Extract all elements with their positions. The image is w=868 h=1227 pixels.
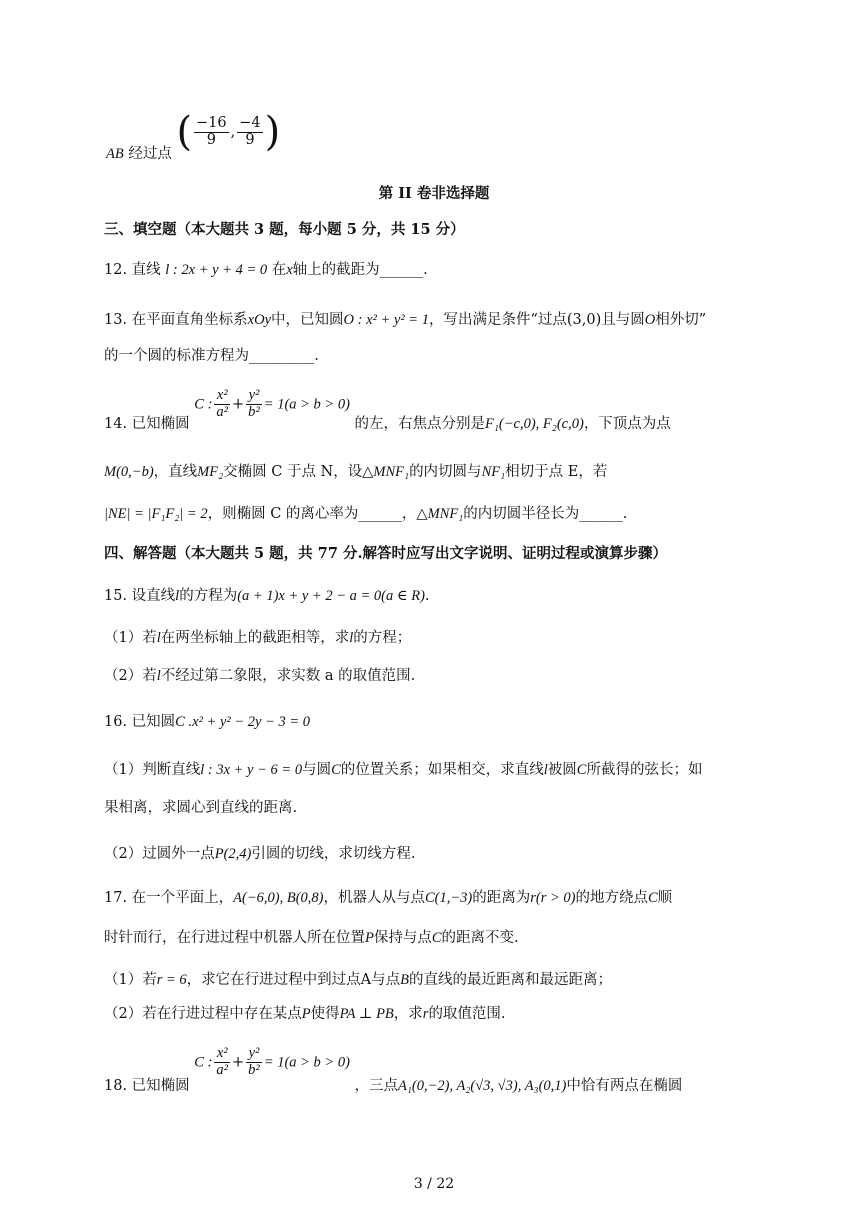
- answer-blank: ______: [579, 506, 623, 522]
- question-13: 13. 在平面直角坐标系xOy中，已知圆O : x² + y² = 1，写出满足条件“过点(3,0)且与圆O相外切”: [104, 312, 707, 328]
- carry-line: AB 经过点 ( $\frac{-16}{9}$ , $\frac{-4}{9}$ ): [106, 109, 281, 162]
- line-equation: l : 2x + y + 4 = 0: [165, 262, 268, 278]
- question-15: 15. 设直线l的方程为(a + 1)x + y + 2 − a = 0(a ∈ R).: [104, 588, 430, 604]
- question-16-part-1-line-2: 果相离，求圆心到直线的距离.: [104, 800, 298, 816]
- section-ii-title: 第 II 卷非选择题: [378, 185, 490, 202]
- circle-equation: O : x² + y² = 1: [343, 312, 429, 328]
- paren-close: ): [264, 109, 281, 155]
- ellipse-frac-x: $\frac{\text{x²}}{\text{a²}}$: [216, 387, 229, 420]
- ellipse-frac-y: $\frac{\text{y²}}{\text{b²}}$: [248, 387, 260, 420]
- segment-ab: AB: [106, 146, 124, 162]
- answer-blank: ______: [358, 506, 402, 522]
- section-iii-header: 三、填空题（本大题共 3 题，每小题 5 分，共 15 分）: [104, 221, 465, 238]
- page-number: 3 / 22: [413, 1176, 455, 1192]
- question-15-part-1: （1）若l在两坐标轴上的截距相等，求l的方程；: [104, 630, 412, 646]
- question-17-part-1: （1）若r = 6，求它在行进过程中到过点A与点B的直线的最近距离和最远距离；: [104, 972, 613, 988]
- pass-text: 经过点: [128, 146, 172, 162]
- question-14-line-3: |NE| = |F₁F₂| = 2，则椭圆 C 的离心率为______，△MNF₁的内切圆半径长为______.: [104, 506, 628, 522]
- question-17-line-2: 时针而行，在行进过程中机器人所在位置P保持与点C的距离不变.: [104, 930, 519, 946]
- paren-open: (: [176, 109, 193, 155]
- answer-blank: _________: [249, 348, 315, 364]
- question-16: 16. 已知圆C .x² + y² − 2y − 3 = 0: [104, 714, 310, 730]
- question-17: 17. 在一个平面上，A(−6,0), B(0,8)，机器人从与点C(1,−3)的距离为r(r > 0)的地方绕点C顺: [104, 890, 673, 906]
- question-15-part-2: （2）若l不经过第二象限，求实数 a 的取值范围.: [104, 668, 416, 684]
- three-points: A₁(0,−2), A₂(√3, √3), A₃(0,1): [398, 1078, 567, 1095]
- answer-blank: ______: [379, 262, 424, 278]
- triangle-icon: △: [362, 464, 374, 480]
- ellipse-frac-y: $\frac{\text{y²}}{\text{b²}}$: [248, 1045, 260, 1078]
- question-16-part-1: （1）判断直线l : 3x + y − 6 = 0与圆C的位置关系；如果相交，求直线l被圆C所截得的弦长；如: [104, 762, 703, 778]
- fraction-1: $\frac{-16}{9}$: [196, 114, 227, 148]
- triangle-icon: △: [416, 506, 428, 522]
- question-18: 18. 已知椭圆 C : $\frac{\text{x²}}{\text{a²}}$ + $\frac{\text{y²}}{\text{b²}}$ = 1(a > b > 0) ，三点A₁(0,−2), A₂(√3, √3), A₃(0,1)中恰有两点在椭圆: [104, 1045, 683, 1095]
- foci: F₁(−c,0), F₂(c,0): [485, 416, 584, 433]
- ellipse-frac-x: $\frac{\text{x²}}{\text{a²}}$: [216, 1045, 229, 1078]
- section-iv-header: 四、解答题（本大题共 5 题，共 77 分.解答时应写出文字说明、证明过程或演算步骤）: [104, 545, 668, 562]
- question-17-part-2: （2）若在行进过程中存在某点P使得PA ⊥ PB，求r的取值范围.: [104, 1006, 506, 1022]
- question-16-part-2: （2）过圆外一点P(2,4)引圆的切线，求切线方程.: [104, 846, 416, 862]
- question-14: 14. 已知椭圆 C : $\frac{\text{x²}}{\text{a²}}$ + $\frac{\text{y²}}{\text{b²}}$ = 1(a > b > 0) 的左，右焦点分别是F₁(−c,0), F₂(c,0)，下顶点为点: [104, 387, 671, 433]
- question-14-line-2: M(0,−b)，直线MF₂交椭圆 C 于点 N，设△MNF₁的内切圆与NF₁相切于点 E，若: [104, 464, 608, 480]
- fraction-2: $\frac{-4}{9}$: [239, 114, 261, 148]
- question-13-line-2: 的一个圆的标准方程为_________.: [104, 348, 319, 364]
- question-12: 12. 直线 l : 2x + y + 4 = 0 在x轴上的截距为______.: [104, 262, 428, 278]
